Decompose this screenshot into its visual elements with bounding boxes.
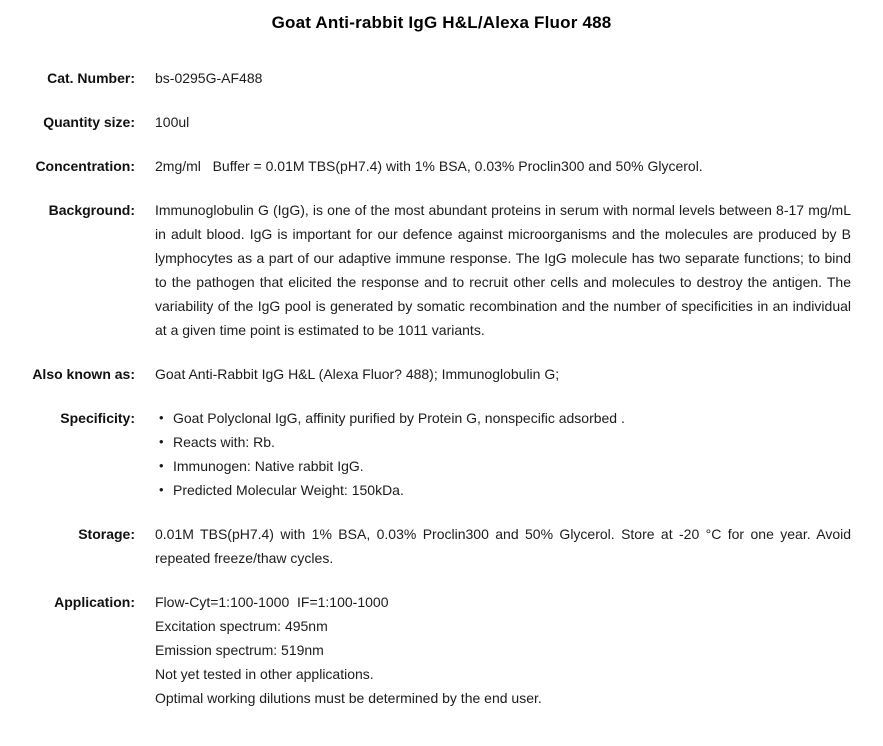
field-row-background xyxy=(0,198,883,342)
application-lines xyxy=(155,590,851,710)
field-row-specificity xyxy=(0,406,883,502)
bullet-icon: • xyxy=(159,434,164,449)
storage-value: 0.01M TBS(pH7.4) with 1% BSA, 0.03% Proclin300 and 50% Glycerol. Store at -20 °C for one year. Avoid repeated freeze/thaw cycles. xyxy=(155,526,851,566)
application-line: Not yet tested in other applications. xyxy=(155,666,374,682)
application-line: Emission spectrum: 519nm xyxy=(155,642,324,658)
background-label: Background: xyxy=(48,202,135,218)
list-item xyxy=(155,454,883,478)
field-row-also-known-as xyxy=(0,362,883,386)
cat-number-value: bs-0295G-AF488 xyxy=(155,70,263,86)
field-row-concentration xyxy=(0,154,883,178)
list-item xyxy=(155,406,883,430)
application-label: Application: xyxy=(54,594,135,610)
field-row-quantity-size xyxy=(0,110,883,134)
quantity-size-value: 100ul xyxy=(155,114,190,130)
application-line: Optimal working dilutions must be determined by the end user. xyxy=(155,690,542,706)
cat-number-label: Cat. Number: xyxy=(47,70,135,86)
page-title: Goat Anti-rabbit IgG H&L/Alexa Fluor 488 xyxy=(271,13,612,32)
list-item xyxy=(155,430,883,454)
specificity-item-text: Goat Polyclonal IgG, affinity purified by Protein G, nonspecific adsorbed . xyxy=(173,410,625,426)
specificity-item-text: Reacts with: Rb. xyxy=(173,434,275,450)
field-row-cat-number xyxy=(0,66,883,90)
bullet-icon: • xyxy=(159,482,164,497)
list-item xyxy=(155,478,883,502)
concentration-value: 2mg/ml Buffer = 0.01M TBS(pH7.4) with 1% BSA, 0.03% Proclin300 and 50% Glycerol. xyxy=(155,158,703,174)
also-known-as-value: Goat Anti-Rabbit IgG H&L (Alexa Fluor? 488); Immunoglobulin G; xyxy=(155,366,560,382)
specificity-label: Specificity: xyxy=(60,410,135,426)
also-known-as-label: Also known as: xyxy=(32,366,135,382)
application-line: Excitation spectrum: 495nm xyxy=(155,618,328,634)
background-value: Immunoglobulin G (IgG), is one of the most abundant proteins in serum with normal levels between 8-17 mg/mL in adult blood. IgG is important for our defence against microorganisms and the molecules are produced by B lymphocytes as a part of our adaptive immune response. The IgG molecule has two separate functions; to bind to the pathogen that elicited the response and to recruit other cells and molecules to destroy the antigen. The variability of the IgG pool is generated by somatic recombination and the number of specificities in an individual at a given time point is estimated to be 1011 variants. xyxy=(155,202,851,338)
specificity-list xyxy=(155,406,883,502)
application-line: Flow-Cyt=1:100-1000 IF=1:100-1000 xyxy=(155,594,389,610)
storage-label: Storage: xyxy=(78,526,135,542)
concentration-label: Concentration: xyxy=(35,158,135,174)
specificity-item-text: Predicted Molecular Weight: 150kDa. xyxy=(173,482,404,498)
bullet-icon: • xyxy=(159,458,164,473)
bullet-icon: • xyxy=(159,410,164,425)
specificity-item-text: Immunogen: Native rabbit IgG. xyxy=(173,458,364,474)
field-row-storage xyxy=(0,522,883,570)
field-row-application xyxy=(0,590,883,710)
quantity-size-label: Quantity size: xyxy=(43,114,135,130)
